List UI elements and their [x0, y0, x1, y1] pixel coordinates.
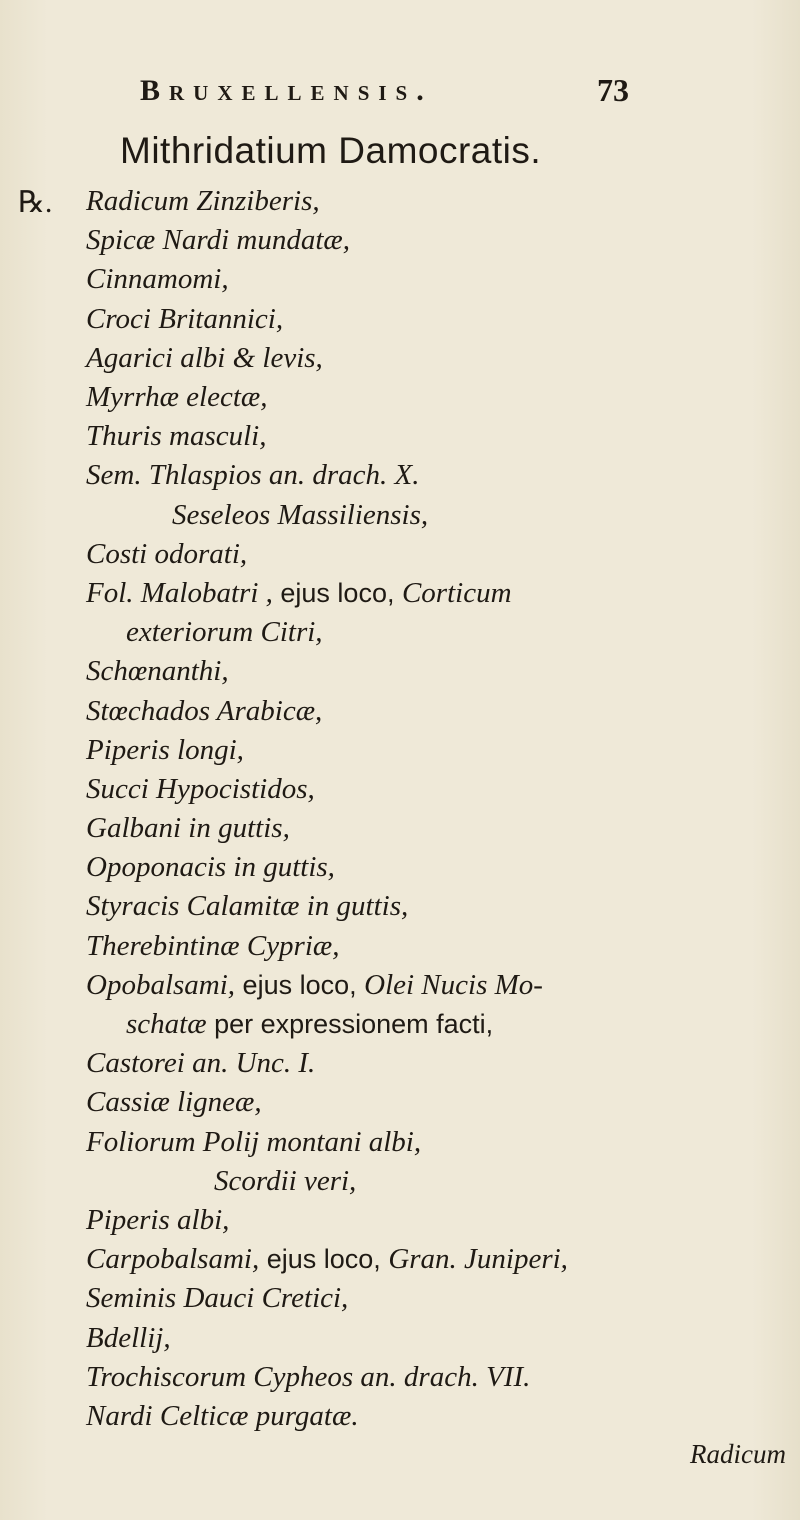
ingredient-line: Castorei an. Unc. I.	[86, 1047, 316, 1079]
ingredient-line: Trochiscorum Cypheos an. drach. VII.	[86, 1361, 531, 1393]
ingredient-line: Therebintinæ Cypriæ,	[86, 930, 340, 962]
page-number: 73	[597, 72, 629, 108]
ingredient-line: Galbani in guttis,	[86, 812, 290, 844]
ingredient-line: Bdellij,	[86, 1322, 171, 1354]
ingredient-line: schatæ per expressionem facti,	[126, 1008, 494, 1040]
ingredient-line: exteriorum Citri,	[126, 616, 323, 648]
ingredient-line: Schœnanthi,	[86, 655, 229, 687]
ingredient-line: Foliorum Polij montani albi,	[86, 1126, 422, 1158]
ingredient-line: Seseleos Massiliensis,	[172, 499, 429, 531]
ingredient-line: Styracis Calamitæ in guttis,	[86, 890, 409, 922]
ingredient-line: Piperis longi,	[86, 734, 244, 766]
ingredient-line: Cinnamomi,	[86, 263, 229, 295]
ingredient-line: Agarici albi & levis,	[86, 342, 323, 374]
ingredient-line: Opobalsami, ejus loco, Olei Nucis Mo-	[86, 969, 543, 1001]
catchword: Radicum	[690, 1439, 786, 1469]
ingredient-line: Nardi Celticæ purgatæ.	[86, 1400, 359, 1432]
ingredient-line: Scordii veri,	[214, 1165, 357, 1197]
page-header	[0, 70, 800, 120]
ingredient-line: Myrrhæ electæ,	[86, 381, 268, 413]
ingredient-line: Costi odorati,	[86, 538, 248, 570]
ingredient-line: Carpobalsami, ejus loco, Gran. Juniperi,	[86, 1243, 568, 1275]
ingredient-line: Croci Britannici,	[86, 303, 284, 335]
ingredient-line: Stœchados Arabicæ,	[86, 695, 323, 727]
ingredient-line: Succi Hypocistidos,	[86, 773, 315, 805]
ingredient-line: Thuris masculi,	[86, 420, 267, 452]
ingredient-line: Opoponacis in guttis,	[86, 851, 335, 883]
ingredient-line: Cassiæ ligneæ,	[86, 1086, 262, 1118]
ingredient-line: Spicæ Nardi mundatæ,	[86, 224, 350, 256]
recipe-symbol: ℞.	[18, 186, 53, 219]
ingredient-line: Seminis Dauci Cretici,	[86, 1282, 349, 1314]
ingredient-line: Fol. Malobatri , ejus loco, Corticum	[86, 577, 512, 609]
ingredient-line: Sem. Thlaspios an. drach. X.	[86, 459, 420, 491]
recipe-title: Mithridatium Damocratis.	[120, 130, 542, 171]
ingredient-line: Radicum Zinziberis,	[86, 185, 320, 217]
ingredient-line: Piperis albi,	[86, 1204, 230, 1236]
running-head: Bruxellensis.	[140, 74, 433, 107]
